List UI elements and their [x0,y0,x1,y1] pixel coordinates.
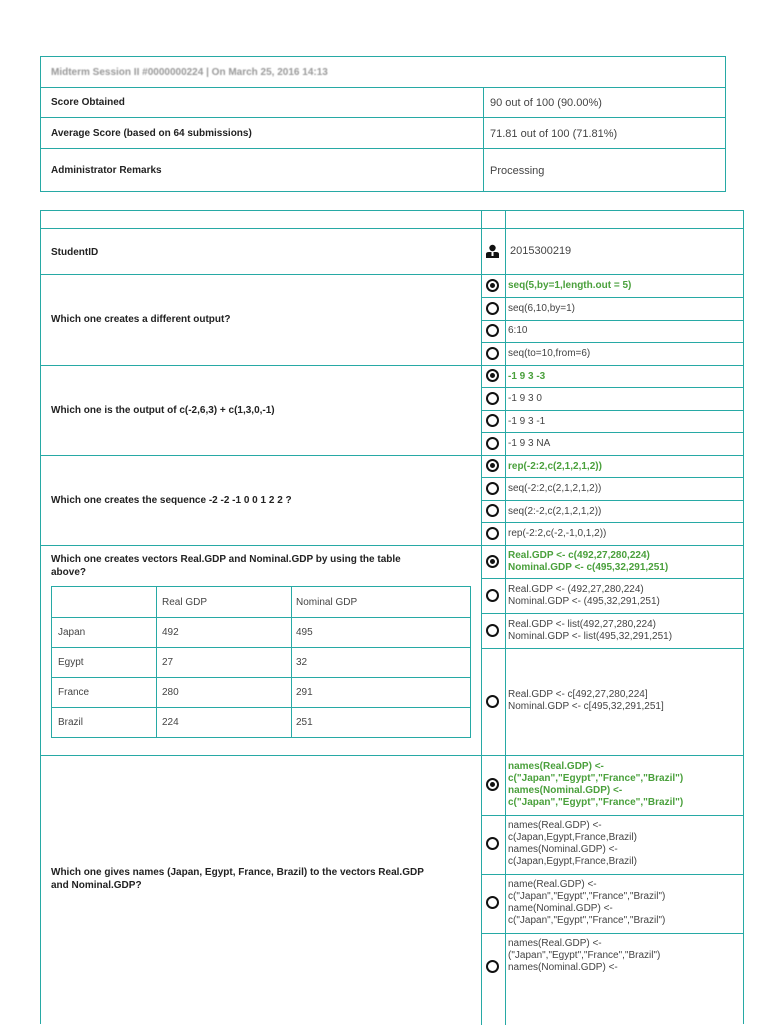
student-id-label: StudentID [51,247,99,258]
question-3-text: Which one creates the sequence -2 -2 -1 0 0 1 2 2 ? [51,495,292,506]
q4-option-2-radio[interactable] [486,589,499,602]
q4-option-4-line-2: Nominal.GDP <- c[495,32,291,251] [508,701,664,712]
q5-option-2-line-4: c(Japan,Egypt,France,Brazil) [508,856,637,867]
gdp-row-1-real: 492 [162,627,179,638]
gdp-row-3-nominal: 291 [296,687,313,698]
q4-option-1-label [508,550,668,574]
q3-option-3-label: seq(2:-2,c(2,1,2,1,2)) [508,506,602,517]
q4-option-3-label [508,619,672,643]
question-1-text: Which one creates a different output? [51,314,231,325]
gdp-row-4-real: 224 [162,717,179,728]
q2-option-1-radio[interactable] [486,369,499,382]
average-label: Average Score (based on 64 submissions) [51,128,252,139]
average-value: 71.81 out of 100 (71.81%) [490,128,618,140]
q4-option-1-line-1: Real.GDP <- c(492,27,280,224) [508,550,650,561]
q5-option-2-line-2: c(Japan,Egypt,France,Brazil) [508,832,637,843]
q5-option-3-line-3: name(Nominal.GDP) <- [508,903,613,914]
q1-option-2-radio[interactable] [486,302,499,315]
q3-option-2-radio[interactable] [486,482,499,495]
summary-row-score [41,87,725,118]
q1-option-3-radio[interactable] [486,324,499,337]
q4-option-4-line-1: Real.GDP <- c[492,27,280,224] [508,689,648,700]
q5-option-1-radio[interactable] [486,778,499,791]
q3-option-4-label: rep(-2:2,c(-2,-1,0,1,2)) [508,528,607,539]
q5-option-1-line-1: names(Real.GDP) <- [508,761,604,772]
question-5-line-2: and Nominal.GDP? [51,880,142,891]
question-2-text: Which one is the output of c(-2,6,3) + c(1,3,0,-1) [51,405,275,416]
q1-option-1-label: seq(5,by=1,length.out = 5) [508,280,632,291]
q5-option-1-label [508,761,683,809]
q5-option-2-radio[interactable] [486,837,499,850]
q4-option-2-line-2: Nominal.GDP <- (495,32,291,251) [508,596,660,607]
score-label: Score Obtained [51,97,125,108]
q4-option-2-label [508,584,660,608]
gdp-row-2-nominal: 32 [296,657,308,668]
q4-option-1-radio[interactable] [486,555,499,568]
gdp-row-4-nominal: 251 [296,717,313,728]
q5-option-4-line-2: ("Japan","Egypt","France","Brazil") [508,950,661,961]
summary-table [40,56,726,192]
q5-option-1-line-4: c("Japan","Egypt","France","Brazil") [508,797,684,808]
q5-option-4-label [508,938,660,974]
q2-option-1-label: -1 9 3 -3 [508,371,546,382]
gdp-row-2-country: Egypt [58,657,84,668]
q5-option-4-line-3: names(Nominal.GDP) <- [508,962,618,973]
question-4-line-2: above? [51,567,87,578]
q5-option-3-radio[interactable] [486,896,499,909]
q3-option-3-radio[interactable] [486,504,499,517]
question-5-text [51,866,424,892]
gdp-header-nominal: Nominal GDP [296,597,358,608]
q2-option-4-radio[interactable] [486,437,499,450]
q3-option-1-label: rep(-2:2,c(2,1,2,1,2)) [508,461,602,472]
q2-option-3-label: -1 9 3 -1 [508,416,546,427]
q2-option-4-label: -1 9 3 NA [508,438,551,449]
q1-option-2-label: seq(6,10,by=1) [508,303,575,314]
q4-option-2-line-1: Real.GDP <- (492,27,280,224) [508,584,644,595]
q1-option-3-label: 6:10 [508,325,528,336]
q2-option-3-radio[interactable] [486,414,499,427]
gdp-row-3-country: France [58,687,90,698]
remarks-label: Administrator Remarks [51,165,162,176]
question-4-line-1: Which one creates vectors Real.GDP and Nominal.GDP by using the table [51,554,401,565]
q5-option-2-line-3: names(Nominal.GDP) <- [508,844,618,855]
q4-option-4-label [508,689,664,713]
exam-title: Midterm Session II #0000000224 | On March 25, 2016 14:13 [51,67,328,78]
q4-option-3-line-2: Nominal.GDP <- list(495,32,291,251) [508,631,673,642]
q5-option-2-line-1: names(Real.GDP) <- [508,820,602,831]
q5-option-3-line-4: c("Japan","Egypt","France","Brazil") [508,915,666,926]
score-value: 90 out of 100 (90.00%) [490,97,602,109]
gdp-row-3-real: 280 [162,687,179,698]
gdp-row-4-country: Brazil [58,717,84,728]
remarks-value: Processing [490,165,545,177]
q1-option-4-label: seq(to=10,from=6) [508,348,591,359]
q4-option-3-radio[interactable] [486,624,499,637]
q4-option-3-line-1: Real.GDP <- list(492,27,280,224) [508,619,656,630]
gdp-row-1-nominal: 495 [296,627,313,638]
q3-option-2-label: seq(-2:2,c(2,1,2,1,2)) [508,483,602,494]
q5-option-4-line-1: names(Real.GDP) <- [508,938,602,949]
q5-option-3-label [508,879,665,927]
q3-option-4-radio[interactable] [486,527,499,540]
q2-option-2-label: -1 9 3 0 [508,393,542,404]
q4-option-4-radio[interactable] [486,695,499,708]
gdp-table [51,586,471,738]
gdp-row-2-real: 27 [162,657,174,668]
user-icon [486,244,499,258]
gdp-row-1-country: Japan [58,627,86,638]
question-5-line-1: Which one gives names (Japan, Egypt, France, Brazil) to the vectors Real.GDP [51,867,424,878]
q5-option-2-label [508,820,637,868]
q1-option-4-radio[interactable] [486,347,499,360]
q3-option-1-radio[interactable] [486,459,499,472]
student-id-value: 2015300219 [510,245,572,257]
q4-option-1-line-2: Nominal.GDP <- c(495,32,291,251) [508,562,669,573]
q5-option-3-line-1: name(Real.GDP) <- [508,879,597,890]
q5-option-1-line-2: c("Japan","Egypt","France","Brazil") [508,773,684,784]
q2-option-2-radio[interactable] [486,392,499,405]
q1-option-1-radio[interactable] [486,279,499,292]
q5-option-3-line-2: c("Japan","Egypt","France","Brazil") [508,891,666,902]
question-4-text [51,553,401,579]
summary-row-average [41,117,725,149]
gdp-header-real: Real GDP [162,597,208,608]
q5-option-1-line-3: names(Nominal.GDP) <- [508,785,623,796]
summary-row-remarks [41,148,725,192]
questions-table [40,210,744,1024]
q5-option-4-radio[interactable] [486,960,499,973]
